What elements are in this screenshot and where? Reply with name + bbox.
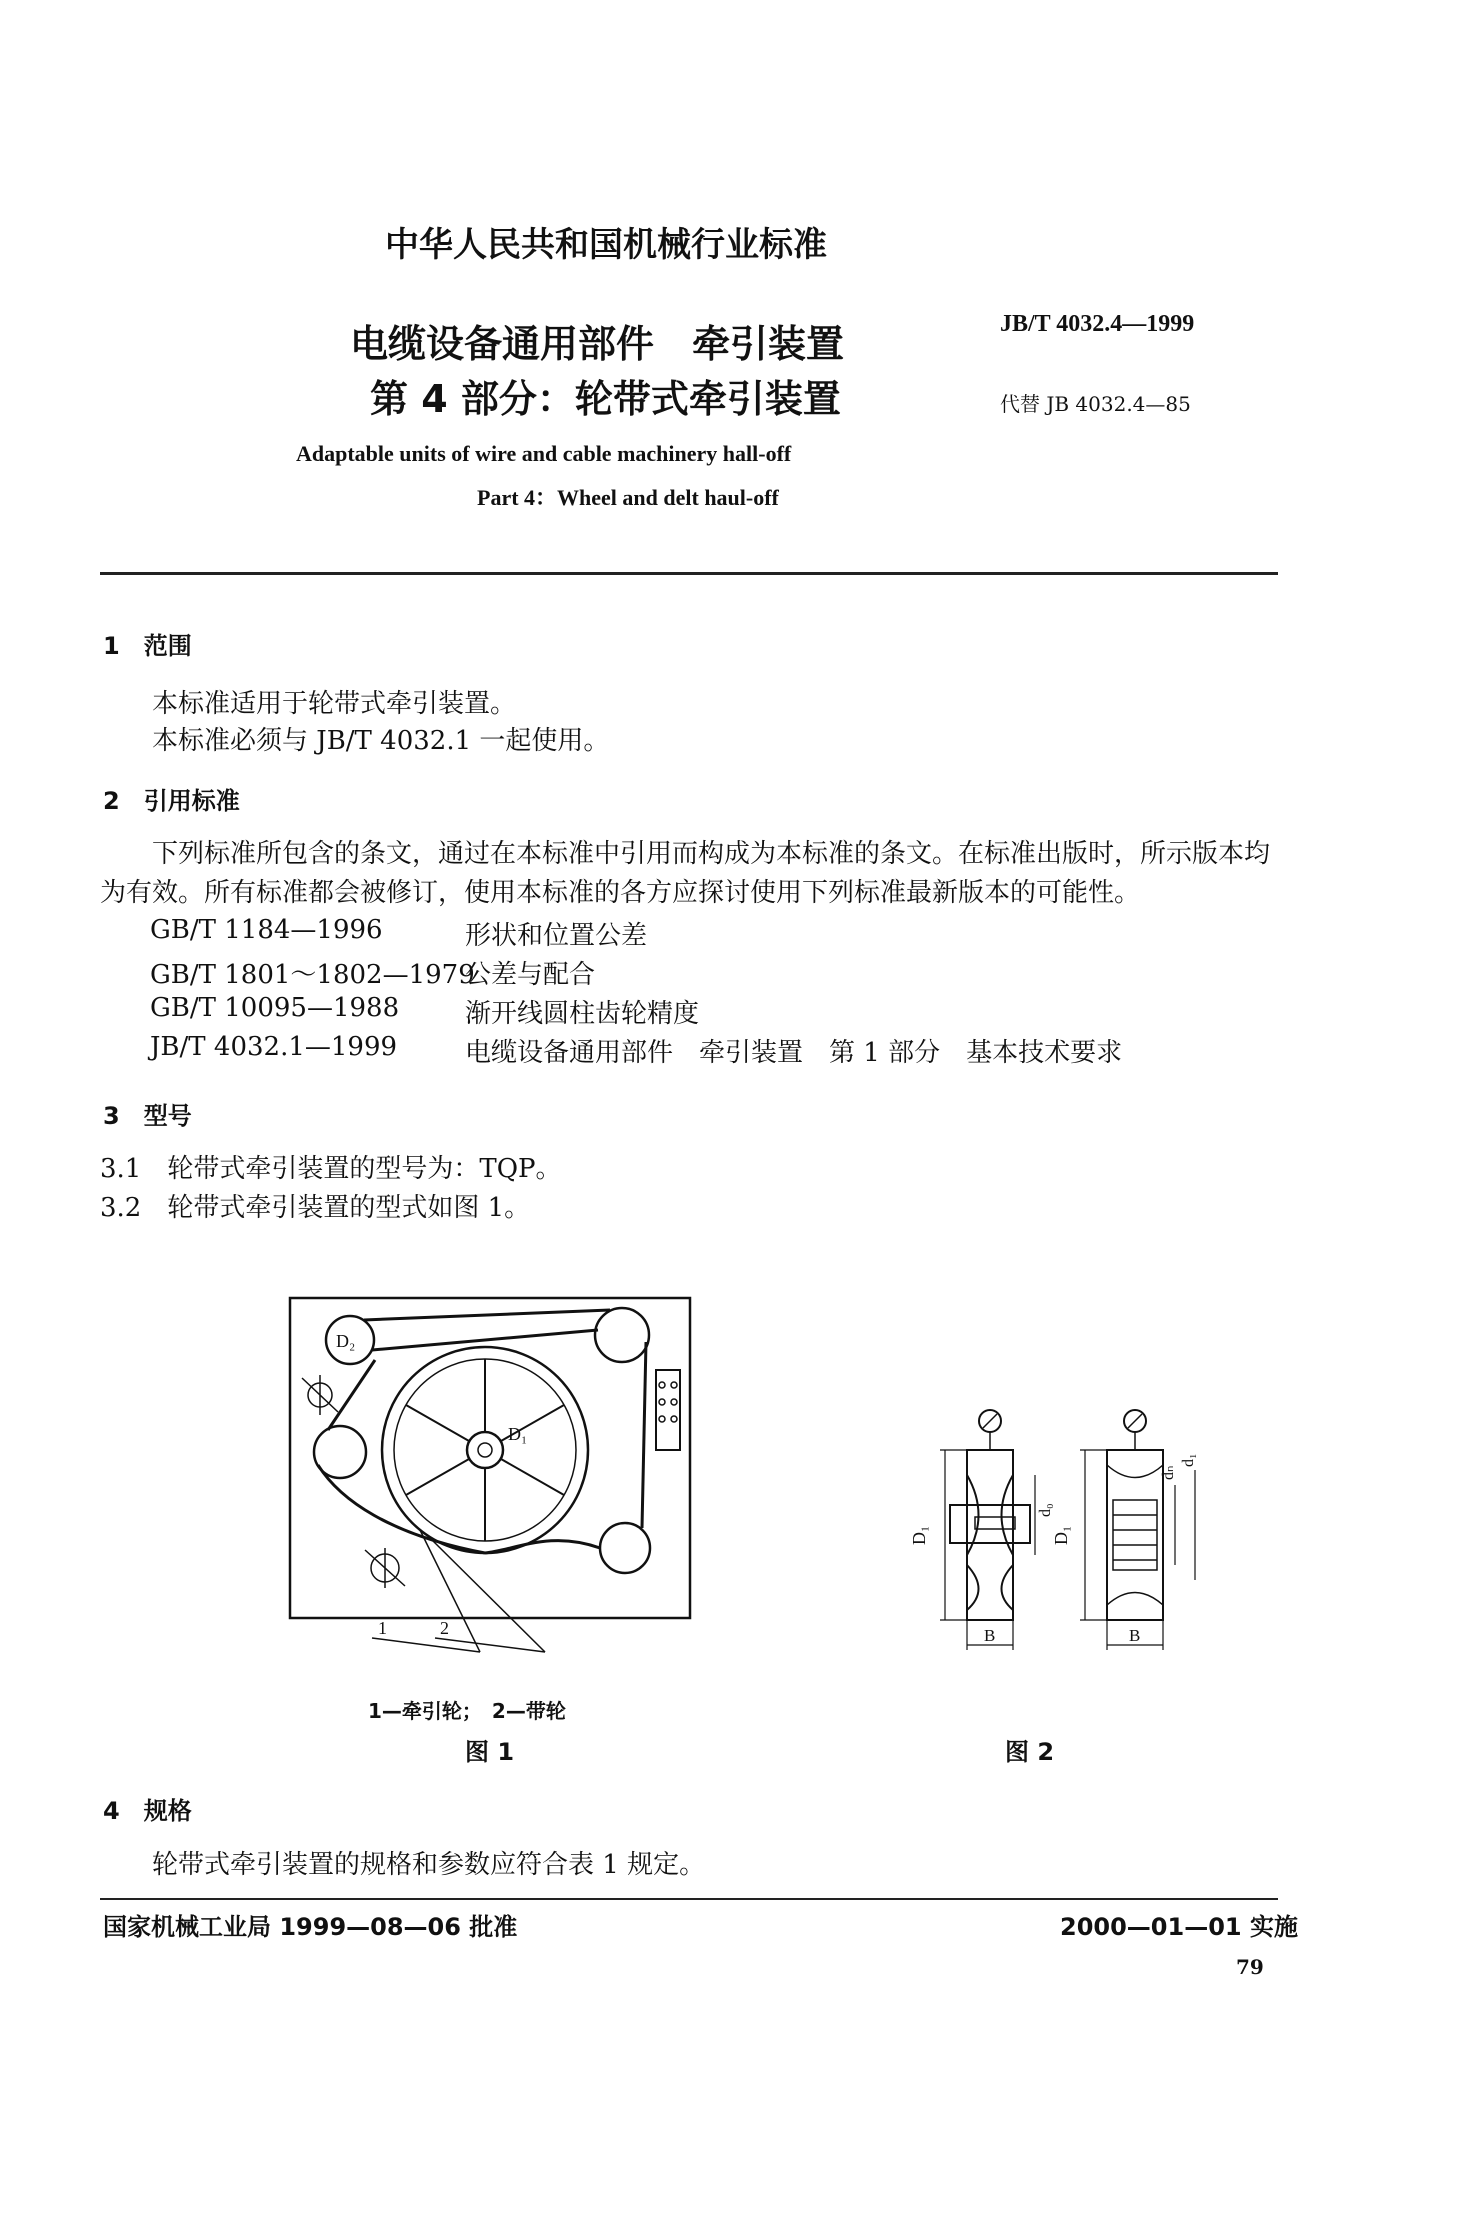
figure-1-legend: 1—牵引轮； 2—带轮 <box>368 1699 566 1723</box>
section-3-heading: 3 型号 <box>103 1102 192 1130</box>
reference-title: 渐开线圆柱齿轮精度 <box>465 999 700 1029</box>
label-d1: D₁ <box>508 1424 528 1444</box>
section-2-intro-line1: 下列标准所包含的条文，通过在本标准中引用而构成为本标准的条文。在标准出版时，所示版本均 <box>152 839 1271 869</box>
reference-code: GB/T 10095—1988 <box>150 993 400 1023</box>
section-1-heading: 1 范围 <box>103 632 192 660</box>
footer-rule <box>100 1898 1278 1900</box>
reference-row <box>150 1032 1250 1068</box>
traction-wheel-spokes <box>406 1359 564 1541</box>
english-title-line2: Part 4：Wheel and delt haul-off <box>477 485 779 510</box>
reference-title: 形状和位置公差 <box>465 921 648 951</box>
control-panel <box>656 1370 680 1450</box>
english-title-line1: Adaptable units of wire and cable machinery hall-off <box>296 441 792 466</box>
approval-line: 国家机械工业局 1999—08—06 批准 <box>103 1913 518 1941</box>
reference-code: GB/T 1801～1802—1979 <box>150 960 475 990</box>
panel-indicators <box>659 1382 677 1422</box>
industry-standard-title: 中华人民共和国机械行业标准 <box>385 225 827 265</box>
section-1-paragraph-1: 本标准适用于轮带式牵引装置。 <box>152 689 517 719</box>
reference-row <box>150 915 1250 951</box>
belt-pulley <box>600 1523 650 1573</box>
header-rule <box>100 572 1278 575</box>
belt-pulley <box>595 1308 649 1362</box>
reference-row <box>150 954 1250 990</box>
label-B-left: B <box>984 1626 996 1645</box>
standard-number: JB/T 4032.4—1999 <box>1000 311 1195 337</box>
label-1: 1 <box>378 1618 387 1638</box>
label-D1-left: D₁ <box>909 1525 929 1545</box>
label-2: 2 <box>440 1618 449 1638</box>
section-3-item-1: 3.1 轮带式牵引装置的型号为：TQP。 <box>100 1154 562 1184</box>
label-d0: d₀ <box>1037 1503 1054 1517</box>
label-B-right: B <box>1129 1626 1141 1645</box>
figure-1-drawing <box>280 1290 710 1675</box>
section-4-paragraph-1: 轮带式牵引装置的规格和参数应符合表 1 规定。 <box>152 1850 706 1880</box>
section-1-paragraph-2: 本标准必须与 JB/T 4032.1 一起使用。 <box>152 726 610 756</box>
reference-title: 公差与配合 <box>465 960 596 990</box>
document-title-line2: 第 4 部分：轮带式牵引装置 <box>370 377 841 421</box>
label-dn: dₙ <box>1160 1465 1177 1480</box>
section-3-item-2: 3.2 轮带式牵引装置的型式如图 1。 <box>100 1193 531 1223</box>
label-d2: D₂ <box>336 1331 356 1351</box>
traction-wheel-bore <box>478 1443 492 1457</box>
page-number: 79 <box>1236 1955 1264 1979</box>
figure-2-drawing <box>885 1405 1205 1655</box>
figure-2-caption: 图 2 <box>1005 1738 1055 1766</box>
wheel-section-left <box>950 1450 1030 1620</box>
section-2-heading: 2 引用标准 <box>103 787 240 815</box>
section-2-intro-line2: 为有效。所有标准都会被修订，使用本标准的各方应探讨使用下列标准最新版本的可能性。 <box>100 878 1141 908</box>
label-D1-right: D₁ <box>1051 1525 1071 1545</box>
traction-wheel-hub <box>467 1432 503 1468</box>
replaces-standard: 代替 JB 4032.4—85 <box>1000 392 1191 416</box>
document-title-line1: 电缆设备通用部件 牵引装置 <box>350 322 845 366</box>
figure-1-caption: 图 1 <box>465 1738 515 1766</box>
reference-code: JB/T 4032.1—1999 <box>150 1032 398 1062</box>
tensioner-mark <box>302 1375 405 1588</box>
reference-code: GB/T 1184—1996 <box>150 915 383 945</box>
wheel-section-right <box>1107 1450 1163 1620</box>
implementation-date: 2000—01—01 实施 <box>1060 1913 1298 1941</box>
reference-title: 电缆设备通用部件 牵引装置 第 1 部分 基本技术要求 <box>465 1038 1123 1068</box>
section-4-heading: 4 规格 <box>103 1797 192 1825</box>
reference-row <box>150 993 1250 1029</box>
label-d1: d₁ <box>1180 1453 1197 1467</box>
